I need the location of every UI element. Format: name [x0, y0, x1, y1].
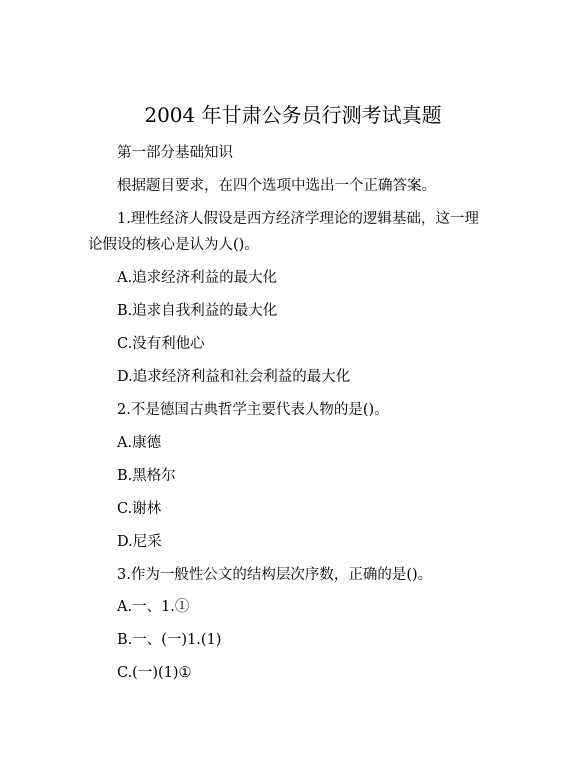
- question-1-stem-line-2: 论假设的核心是认为人()。: [88, 237, 259, 253]
- question-1-stem-line-1: 1.理性经济人假设是西方经济学理论的逻辑基础，这一理: [117, 211, 479, 227]
- question-2-option-d: D.尼采: [117, 534, 162, 550]
- question-3-option-b: B.一、(一)1.(1): [117, 632, 222, 648]
- section-heading: 第一部分基础知识: [117, 145, 233, 161]
- question-2-option-c: C.谢林: [117, 501, 162, 517]
- instruction-text: 根据题目要求，在四个选项中选出一个正确答案。: [117, 178, 436, 194]
- question-1-option-a: A.追求经济利益的最大化: [117, 270, 278, 286]
- question-2-option-b: B.黑格尔: [117, 468, 176, 484]
- question-2-stem: 2.不是德国古典哲学主要代表人物的是()。: [117, 402, 389, 418]
- question-2-option-a: A.康德: [117, 435, 162, 451]
- question-1-option-d: D.追求经济利益和社会利益的最大化: [117, 369, 351, 385]
- document-title: 2004 年甘肃公务员行测考试真题: [144, 103, 442, 127]
- question-3-option-a: A.一、1.①: [117, 599, 190, 615]
- question-1-option-b: B.追求自我利益的最大化: [117, 303, 278, 319]
- question-1-option-c: C.没有利他心: [117, 336, 205, 352]
- question-3-stem: 3.作为一般性公文的结构层次序数，正确的是()。: [117, 567, 433, 583]
- question-3-option-c: C.(一)(1)①: [117, 665, 192, 681]
